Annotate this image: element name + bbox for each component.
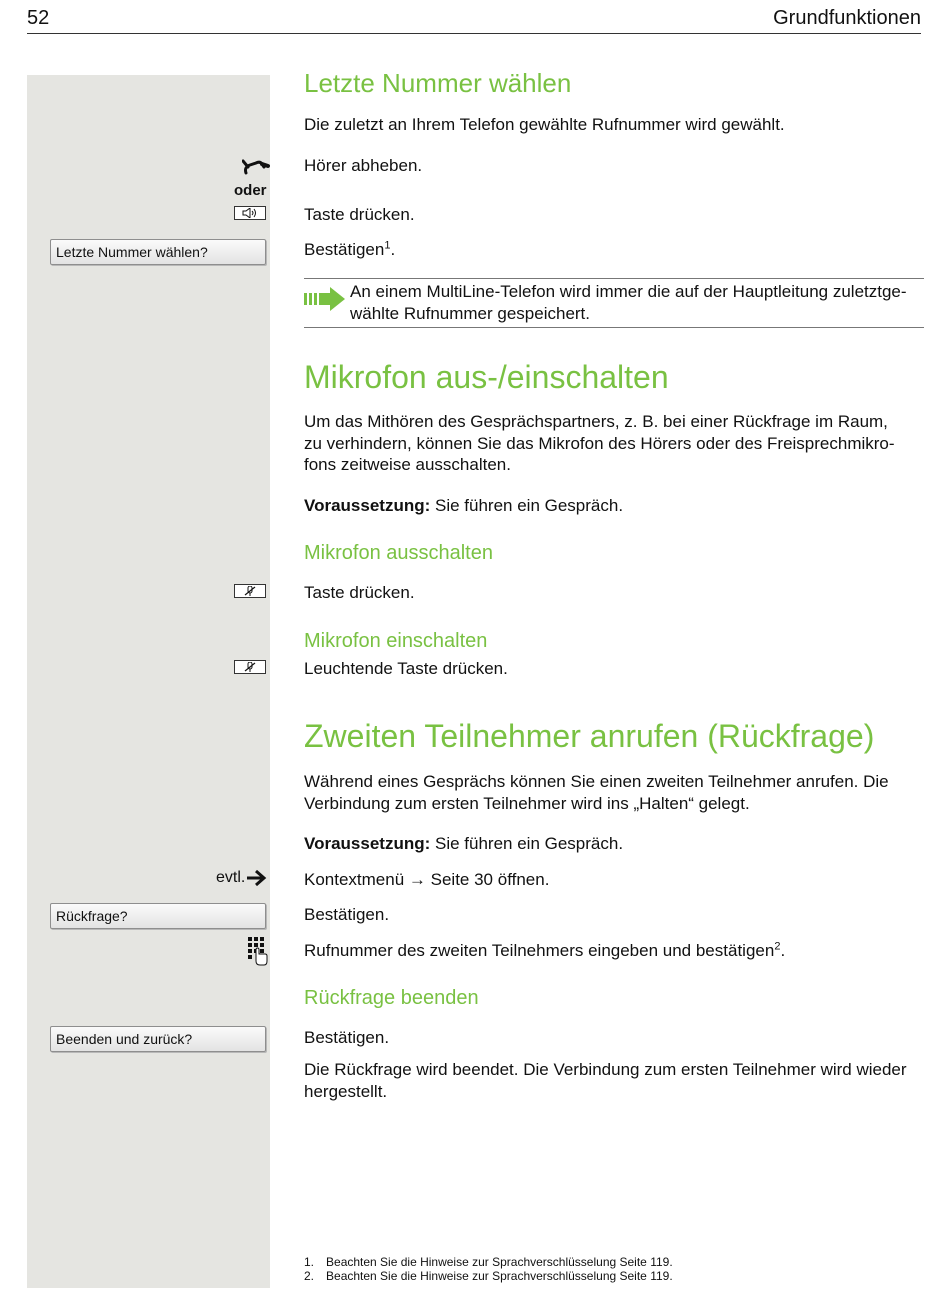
step-confirm-rueckfrage: Bestätigen.: [304, 905, 390, 924]
heading-rueckfrage-beenden: Rückfrage beenden: [304, 987, 479, 1009]
header-divider: [27, 33, 921, 34]
handset-lift-icon: [242, 155, 270, 182]
keypad-icon: [247, 936, 269, 971]
step-enter-number: Rufnummer des zweiten Teilnehmers eingeben und bestätigen$^2$.: [304, 940, 786, 960]
step-mute: Taste drücken.: [304, 583, 415, 602]
speaker-key-icon: [234, 206, 266, 220]
evtl-label: evtl.: [216, 869, 246, 886]
section2-intro: Um das Mithören des Gesprächspartners, z. B. bei einer Rückfrage im Raum, zu verhindern, können Sie das Mikrofon des Hörers oder des Freisprechmikro- fons zeitweise ausschalten.: [304, 412, 895, 474]
heading-mikrofon-aus: Mikrofon ausschalten: [304, 542, 493, 564]
step-confirm: Bestätigen$^1$.: [304, 239, 396, 259]
footnote-1: 1. Beachten Sie die Hinweise zur Sprachverschlüsselung Seite 119.: [304, 1255, 673, 1269]
section1-intro: Die zuletzt an Ihrem Telefon gewählte Rufnummer wird gewählt.: [304, 115, 785, 134]
mute-key-icon: [234, 660, 266, 674]
softkey-beenden[interactable]: Beenden und zurück?: [50, 1026, 266, 1052]
step-lift-handset: Hörer abheben.: [304, 156, 423, 175]
softkey-rueckfrage[interactable]: Rückfrage?: [50, 903, 266, 929]
heading-mikrofon-ein: Mikrofon einschalten: [304, 630, 488, 652]
note-top-rule: [304, 278, 924, 279]
section3-prereq: Voraussetzung: Sie führen ein Gespräch.: [304, 834, 624, 853]
section-title: Grundfunktionen: [773, 7, 921, 29]
mute-key-icon: [234, 584, 266, 598]
step-press-key: Taste drücken.: [304, 205, 415, 224]
heading-rueckfrage: Zweiten Teilnehmer anrufen (Rückfrage): [304, 718, 875, 754]
section3-result: Die Rückfrage wird beendet. Die Verbindung zum ersten Teilnehmer wird wieder hergestellt.: [304, 1060, 907, 1101]
note-bottom-rule: [304, 327, 924, 328]
note-multiline: An einem MultiLine-Telefon wird immer die auf der Hauptleitung zuletztge- wählte Rufnummer gespeichert.: [350, 282, 907, 323]
step-confirm-beenden: Bestätigen.: [304, 1028, 390, 1047]
section2-prereq: Voraussetzung: Sie führen ein Gespräch.: [304, 496, 624, 515]
section3-intro: Während eines Gesprächs können Sie einen zweiten Teilnehmer anrufen. Die Verbindung zum ersten Teilnehmer wird ins „Halten“ gelegt.: [304, 772, 889, 813]
heading-mikrofon: Mikrofon aus-/einschalten: [304, 359, 669, 395]
note-arrow-icon: [304, 287, 346, 316]
footnote-2: 2. Beachten Sie die Hinweise zur Sprachverschlüsselung Seite 119.: [304, 1269, 673, 1283]
heading-letzte-nummer: Letzte Nummer wählen: [304, 68, 572, 98]
page-number: 52: [27, 7, 50, 29]
arrow-right-icon: [246, 869, 268, 892]
softkey-letzte-nummer[interactable]: Letzte Nummer wählen?: [50, 239, 266, 265]
step-context-menu: Kontextmenü → Seite 30 öffnen.: [304, 870, 550, 889]
oder-label: oder: [234, 182, 267, 199]
step-unmute: Leuchtende Taste drücken.: [304, 659, 508, 678]
